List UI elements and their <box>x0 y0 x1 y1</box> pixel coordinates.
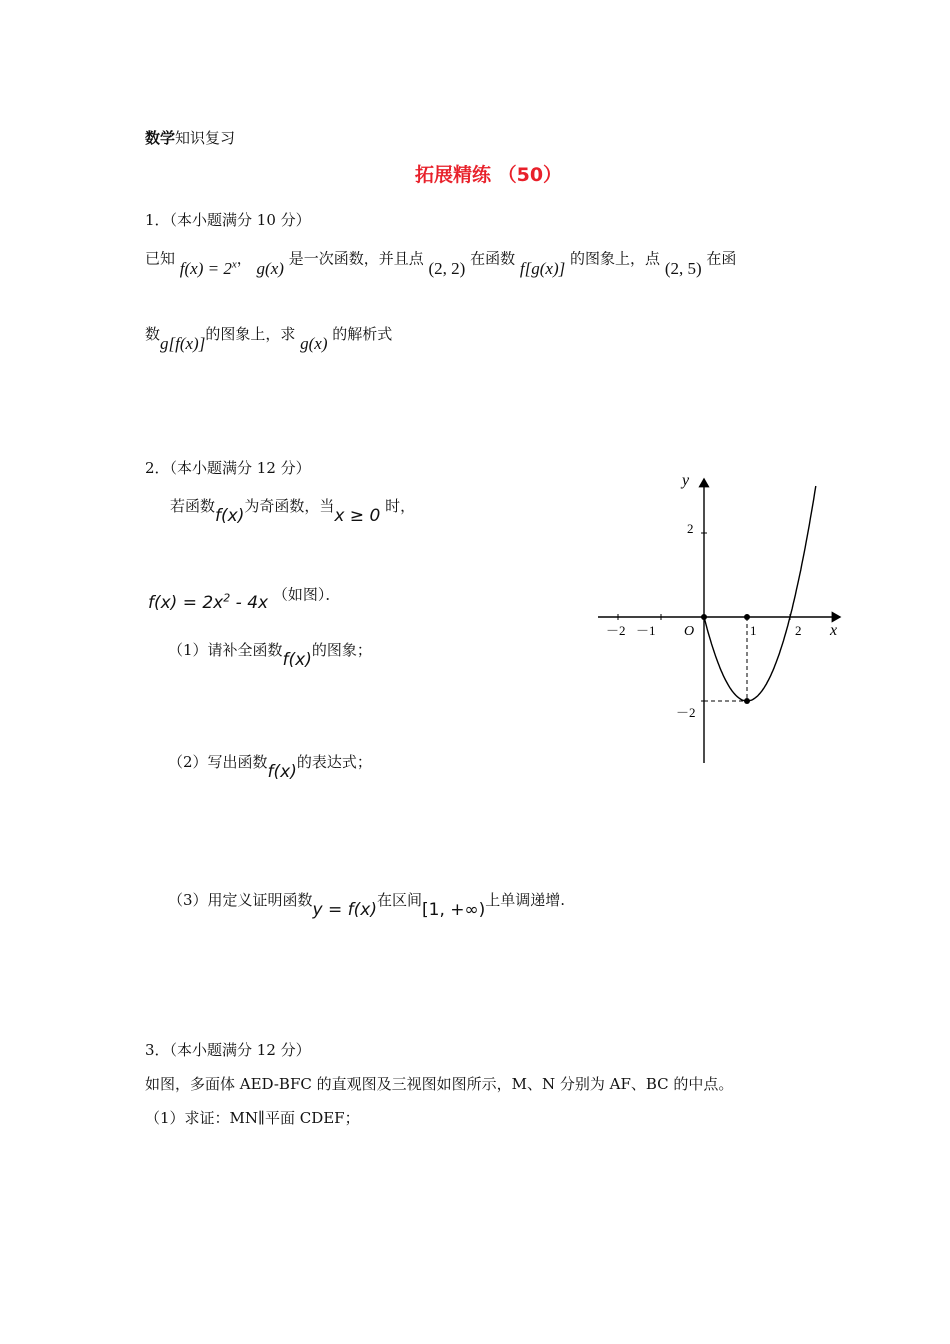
q1-math-fgx: f[g(x)] <box>519 258 566 278</box>
q1-math-gx2: g(x) <box>300 334 328 353</box>
tick-label-neg2: －2 <box>606 623 626 638</box>
q1-text: ， <box>236 249 252 268</box>
q2-text: 时， <box>385 497 416 515</box>
key-point <box>744 614 750 620</box>
q2-math-cond: x ≥ 0 <box>334 506 381 526</box>
q3-line2: （1）求证：MN∥平面 CDEF； <box>145 1109 360 1127</box>
q2-part3-end: 上单调递增. <box>485 891 566 909</box>
q2-part1-end: 的图象； <box>311 641 372 659</box>
q1-math-point1: (2, 2) <box>428 258 466 278</box>
q2-part3 <box>168 890 566 920</box>
q2-text: 若函数 <box>170 497 216 515</box>
doc-header <box>145 128 235 148</box>
q1-text: 在函 <box>706 249 737 268</box>
q1-math-gfx: g[f(x)] <box>160 334 206 353</box>
q3-line1: 如图，多面体 AED-BFC 的直观图及三视图如图所示，M、N 分别为 AF、BC 的中点。 <box>145 1075 734 1093</box>
y-axis-label: y <box>682 472 690 489</box>
q1-text: 是一次函数，并且点 <box>288 249 424 268</box>
key-point <box>701 614 707 620</box>
q2-math-def: $f(x) = 2x^2 - 4x$ <box>148 591 269 613</box>
q1-math-gx: g(x) <box>256 258 284 278</box>
q2-part2-end: 的表达式； <box>296 753 372 771</box>
q1-math-point2: (2, 5) <box>664 258 702 278</box>
origin-label: O <box>684 624 695 639</box>
curve-line <box>704 486 816 701</box>
tick-label-neg1: －1 <box>636 623 656 638</box>
q2-part2-label: （2）写出函数 <box>168 753 268 771</box>
q1-math-fx: $f(x) = 2^x$ <box>179 258 237 278</box>
tick-label-2: 2 <box>795 623 802 638</box>
function-graph <box>590 465 855 770</box>
q2-part3-mid: 在区间 <box>376 891 422 909</box>
q2-part2 <box>168 752 372 782</box>
q2-line1 <box>170 496 416 526</box>
q2-part3-math: y = f(x) <box>312 900 377 920</box>
q2-part1-label: （1）请补全函数 <box>168 641 283 659</box>
header-bold: 数学 <box>145 129 176 147</box>
page-title: 拓展精练 （50） <box>415 164 563 186</box>
q1-line1 <box>145 244 737 278</box>
q2-part1 <box>168 640 372 670</box>
q2-part2-math: f(x) <box>267 762 297 782</box>
q2-heading: 2．（本小题满分 12 分） <box>145 459 311 477</box>
q2-line2 <box>148 580 341 613</box>
q1-text: 的图象上，点 <box>570 249 661 268</box>
q1-text: 已知 <box>145 249 176 268</box>
x-axis-label: x <box>830 622 838 639</box>
key-point <box>744 698 750 704</box>
q2-part1-math: f(x) <box>282 650 312 670</box>
tick-label-y2: 2 <box>687 521 694 536</box>
q1-heading: 1．（本小题满分 10 分） <box>145 211 311 229</box>
tick-label-1: 1 <box>750 623 757 638</box>
q2-math-fx: f(x) <box>215 506 245 526</box>
q1-text: 在函数 <box>470 249 516 268</box>
q3-heading: 3．（本小题满分 12 分） <box>145 1041 311 1059</box>
q1-text: 的解析式 <box>332 325 393 343</box>
header-rest: 知识复习 <box>175 129 236 147</box>
q1-text: 的图象上，求 <box>205 325 296 343</box>
q2-part3-label: （3）用定义证明函数 <box>168 891 313 909</box>
q1-text: 数 <box>145 325 161 343</box>
tick-label-yneg2: －2 <box>676 705 696 720</box>
q1-line2 <box>145 324 393 353</box>
q2-text: 为奇函数，当 <box>244 497 335 515</box>
q2-part3-interval: [1, +∞) <box>422 900 486 920</box>
q2-text: （如图）． <box>272 585 341 604</box>
